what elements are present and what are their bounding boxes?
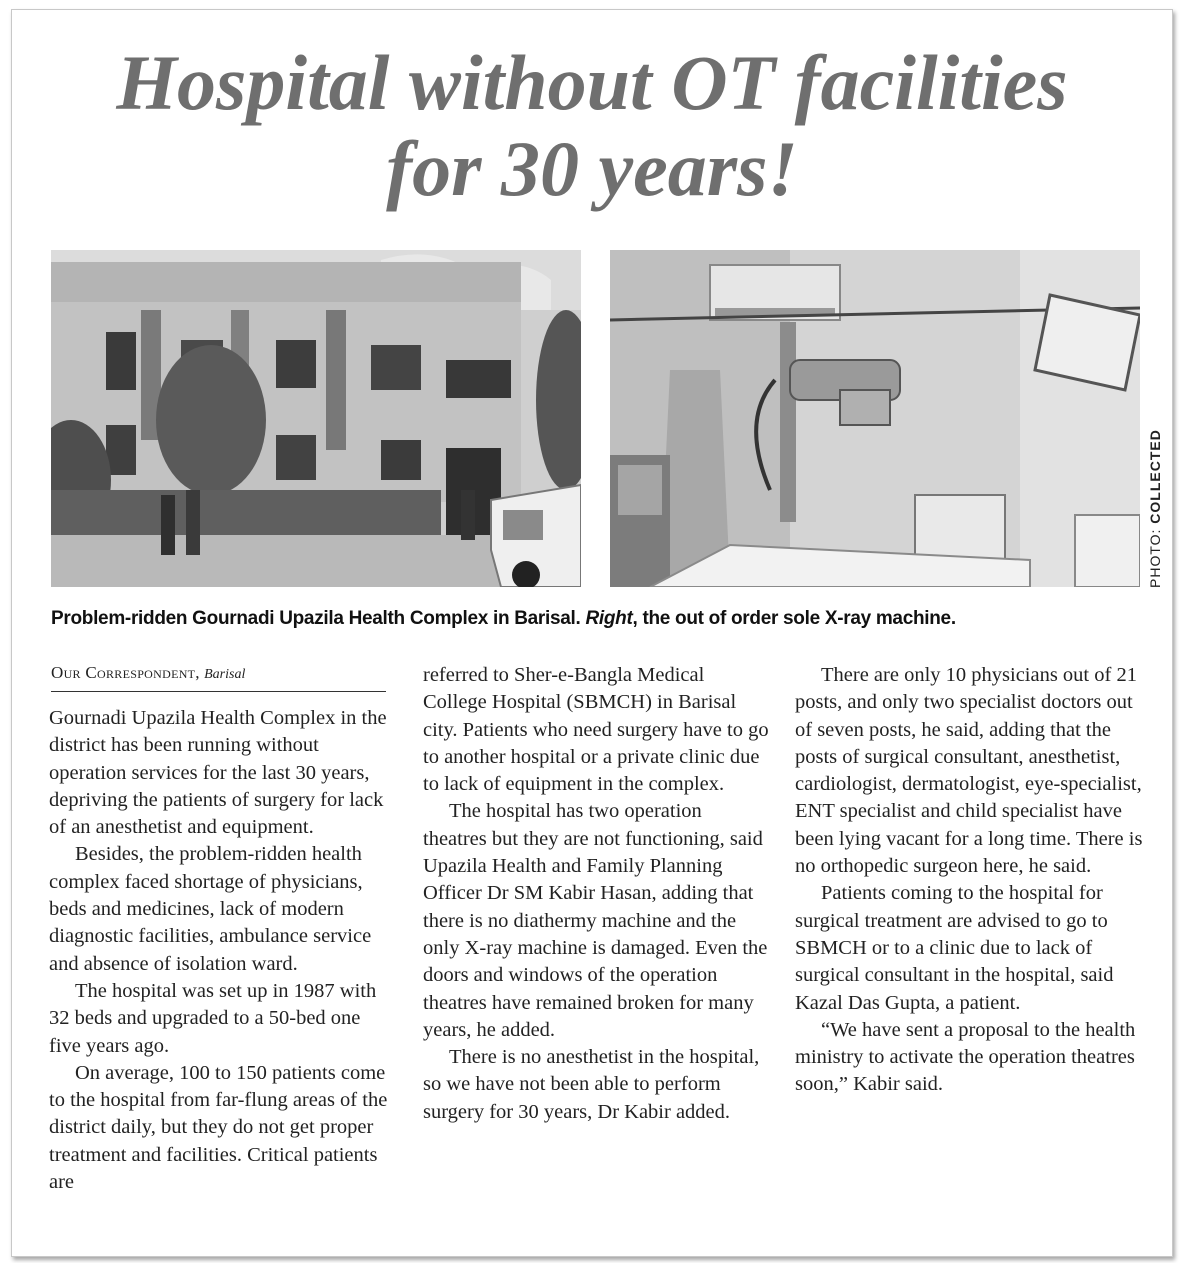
paragraph: Gournadi Upazila Health Complex in the district has been running without operation services for the last 30 years, depriving the patients of surgery for lack of an anesthetist and equipment. bbox=[49, 707, 387, 839]
article-column-2 bbox=[423, 662, 769, 1126]
byline bbox=[51, 663, 386, 692]
photo-credit-prefix: PHOTO: bbox=[1147, 528, 1163, 588]
photo-caption bbox=[51, 608, 1141, 630]
x-ray-machine-image bbox=[610, 250, 1140, 587]
article-column-3 bbox=[795, 662, 1143, 1099]
byline-location: Barisal bbox=[204, 667, 246, 682]
hospital-building-image bbox=[51, 250, 581, 587]
paragraph: There are only 10 physicians out of 21 posts, and only two specialist doctors out of seven posts, he said, adding that the posts of surgical consultant, anesthetist, cardiologist, dermatologist, eye-specialist, ENT specialist and child specialist have been lying vacant for a long time. There is no orthopedic surgeon here, he said. bbox=[795, 664, 1143, 878]
article-column-1 bbox=[49, 705, 394, 1196]
paragraph: Patients coming to the hospital for surgical treatment are advised to go to SBMCH or to a clinic due to lack of surgical consultant in the hospital, said Kazal Das Gupta, a patient. bbox=[795, 882, 1114, 1014]
paragraph: “We have sent a proposal to the health ministry to activate the operation theatres soon,” Kabir said. bbox=[795, 1018, 1136, 1096]
caption-text-1: Problem-ridden Gournadi Upazila Health Complex in Barisal. bbox=[51, 608, 586, 629]
photo-credit-source: COLLECTED bbox=[1147, 429, 1163, 524]
hospital-building-photo bbox=[51, 250, 581, 587]
x-ray-machine-photo bbox=[610, 250, 1140, 587]
paragraph: Besides, the problem-ridden health complex faced shortage of physicians, beds and medicines, lack of modern diagnostic facilities, ambulance service and absence of isolation ward. bbox=[49, 843, 372, 975]
paragraph: There is no anesthetist in the hospital, so we have not been able to perform surgery for 30 years, Dr Kabir added. bbox=[423, 1046, 760, 1123]
headline-line-1: Hospital without OT facilities bbox=[116, 39, 1068, 126]
headline-line-2: for 30 years! bbox=[386, 125, 798, 212]
paragraph: The hospital has two operation theatres but they are not functioning, said Upazila Health and Family Planning Officer Dr SM Kabir Hasan, adding that there is no diathermy machine and the only X-ray machine is damaged. Even the doors and windows of the operation theatres have remained broken for many years, he added. bbox=[423, 800, 768, 1041]
caption-emphasis: Right bbox=[585, 608, 633, 629]
paragraph: The hospital was set up in 1987 with 32 beds and upgraded to a 50-bed one five years ago. bbox=[49, 979, 377, 1057]
photo-credit bbox=[1147, 429, 1163, 588]
byline-name: Our Correspondent, bbox=[51, 663, 200, 682]
paragraph: referred to Sher-e-Bangla Medical College Hospital (SBMCH) in Barisal city. Patients who need surgery have to go to another hospital or a private clinic due to lack of equipment in the complex. bbox=[423, 664, 769, 796]
caption-text-2: , the out of order sole X-ray machine. bbox=[632, 608, 956, 629]
paragraph: On average, 100 to 150 patients come to the hospital from far-flung areas of the district daily, but they do not get proper treatment and facilities. Critical patients are bbox=[49, 1061, 388, 1194]
headline bbox=[0, 40, 1184, 212]
